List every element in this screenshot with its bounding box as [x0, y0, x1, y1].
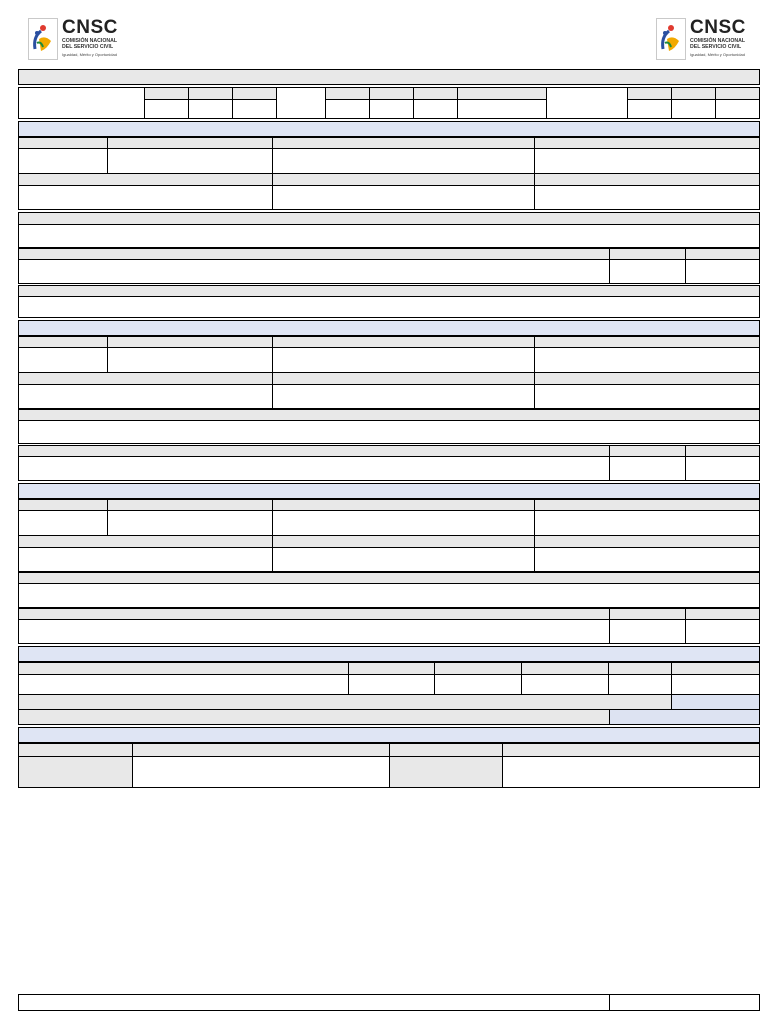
section-1-field[interactable]	[18, 148, 108, 174]
section-1-band	[18, 121, 760, 137]
section-4-field[interactable]	[348, 674, 435, 695]
section-5-label	[18, 743, 133, 757]
section-2-field-wide[interactable]	[18, 420, 760, 444]
footer-right-cell	[609, 994, 760, 1011]
section-3-field[interactable]	[685, 619, 760, 644]
section-2-field[interactable]	[272, 384, 535, 409]
cnsc-logo-left	[28, 18, 118, 62]
section-1-field[interactable]	[107, 148, 273, 174]
section-1-field[interactable]	[534, 185, 760, 210]
section-4-total-value[interactable]	[609, 709, 760, 725]
section-1-field[interactable]	[18, 259, 610, 284]
section-1-field-wide[interactable]	[18, 296, 760, 318]
section-5-field[interactable]	[132, 756, 390, 788]
section-2-field[interactable]	[272, 347, 535, 373]
cnsc-emblem-icon	[656, 18, 686, 60]
section-3-field[interactable]	[534, 510, 760, 536]
section-2-field[interactable]	[18, 347, 108, 373]
section-3-field[interactable]	[18, 619, 610, 644]
header-field-3[interactable]	[546, 87, 628, 119]
header-value-cell[interactable]	[325, 99, 370, 119]
section-2-band	[18, 320, 760, 336]
section-4-field[interactable]	[18, 674, 349, 695]
section-3-band	[18, 483, 760, 499]
header-value-cell[interactable]	[369, 99, 414, 119]
section-3-field[interactable]	[18, 510, 108, 536]
header-value-cell[interactable]	[671, 99, 716, 119]
section-4-field[interactable]	[671, 674, 760, 695]
section-2-field[interactable]	[685, 456, 760, 481]
section-1-field[interactable]	[272, 185, 535, 210]
section-2-field[interactable]	[609, 456, 686, 481]
logo-tagline: Igualdad, Mérito y Oportunidad	[62, 52, 117, 57]
section-1-field-wide[interactable]	[18, 224, 760, 248]
section-1-field[interactable]	[685, 259, 760, 284]
section-3-field[interactable]	[534, 547, 760, 572]
section-5-label	[389, 756, 503, 788]
cnsc-logo-right	[656, 18, 746, 62]
header-field-1[interactable]	[18, 87, 145, 119]
section-5-label	[502, 743, 760, 757]
section-2-field[interactable]	[534, 347, 760, 373]
section-5-label	[132, 743, 390, 757]
section-1-field[interactable]	[534, 148, 760, 174]
header-value-cell[interactable]	[232, 99, 277, 119]
section-5-label	[389, 743, 503, 757]
section-4-label	[18, 694, 672, 710]
header-value-cell[interactable]	[715, 99, 760, 119]
section-3-field[interactable]	[107, 510, 273, 536]
section-3-field-wide[interactable]	[18, 583, 760, 608]
section-1-field[interactable]	[609, 259, 686, 284]
section-2-field[interactable]	[107, 347, 273, 373]
section-5-band	[18, 727, 760, 743]
section-2-field[interactable]	[18, 384, 273, 409]
header-value-cell[interactable]	[413, 99, 458, 119]
section-4-field[interactable]	[434, 674, 522, 695]
section-4-field[interactable]	[608, 674, 672, 695]
logo-line1: COMISIÓN NACIONAL	[62, 38, 118, 44]
header-value-cell[interactable]	[188, 99, 233, 119]
footer-left-cell	[18, 994, 610, 1011]
logo-line2: DEL SERVICIO CIVIL	[62, 44, 114, 50]
section-5-label	[18, 756, 133, 788]
form-title-bar	[18, 69, 760, 85]
section-4-field[interactable]	[521, 674, 609, 695]
header-value-cell[interactable]	[627, 99, 672, 119]
section-3-field[interactable]	[272, 547, 535, 572]
header-value-cell[interactable]	[457, 99, 547, 119]
section-3-field[interactable]	[272, 510, 535, 536]
section-1-field[interactable]	[272, 148, 535, 174]
logo-line1: COMISIÓN NACIONAL	[690, 38, 746, 44]
section-4-label	[18, 709, 610, 725]
header-value-cell[interactable]	[144, 99, 189, 119]
section-2-field[interactable]	[18, 456, 610, 481]
section-1-field[interactable]	[18, 185, 273, 210]
header-field-2[interactable]	[276, 87, 326, 119]
logo-brand: CNSC	[62, 17, 118, 38]
section-3-field[interactable]	[609, 619, 686, 644]
logo-line2: DEL SERVICIO CIVIL	[690, 44, 742, 50]
section-3-field[interactable]	[18, 547, 273, 572]
section-2-field[interactable]	[534, 384, 760, 409]
cnsc-emblem-icon	[28, 18, 58, 60]
section-4-total-label	[671, 694, 760, 710]
logo-tagline: Igualdad, Mérito y Oportunidad	[690, 52, 745, 57]
section-4-band	[18, 646, 760, 662]
section-5-field[interactable]	[502, 756, 760, 788]
logo-brand: CNSC	[690, 17, 746, 38]
